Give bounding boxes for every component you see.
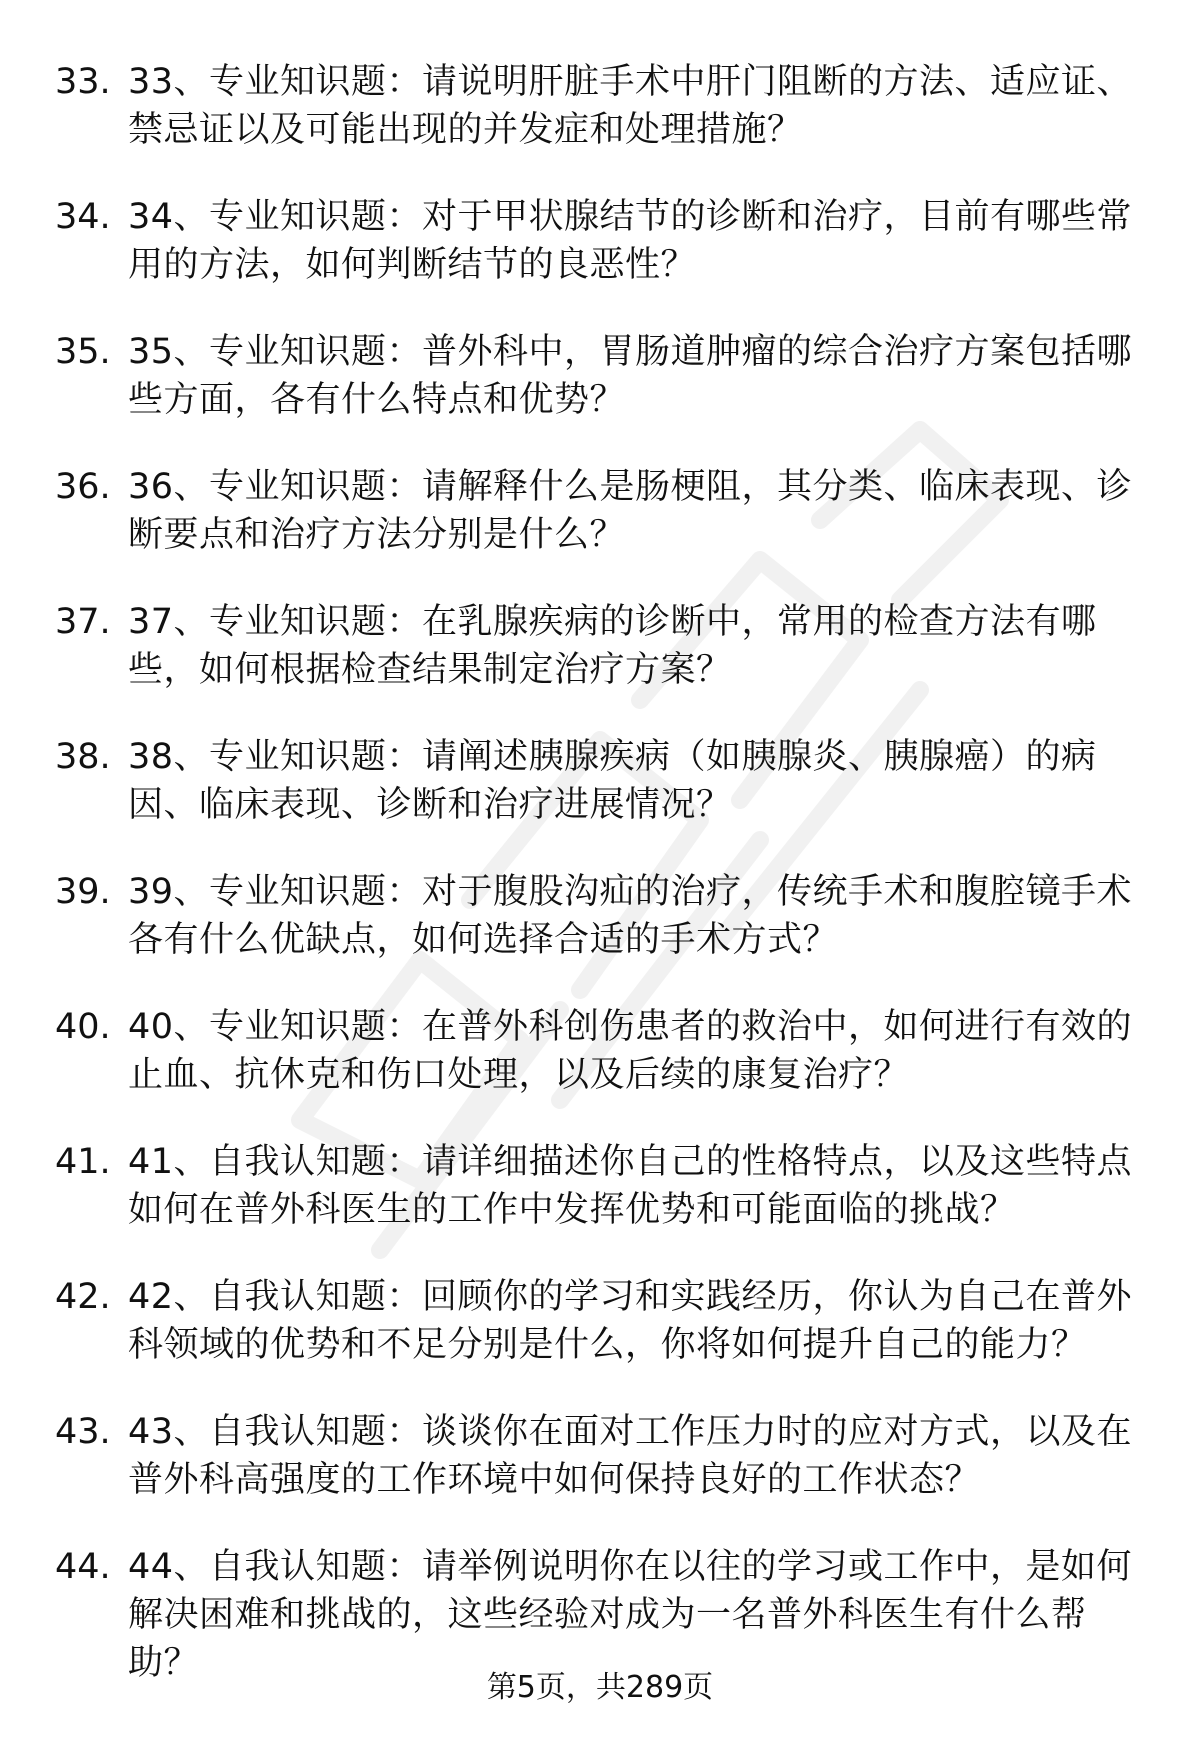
list-item <box>0 598 1200 694</box>
list-item <box>0 58 1200 154</box>
list-item <box>0 1138 1200 1234</box>
list-item <box>0 1408 1200 1504</box>
question-number: 34. <box>55 197 111 237</box>
page-indicator: 第5页，共289页 <box>486 1670 714 1705</box>
question-text: 38、专业知识题：请阐述胰腺疾病（如胰腺炎、胰腺癌）的病因、临床表现、诊断和治疗进展情况？ <box>128 737 1097 825</box>
question-text: 36、专业知识题：请解释什么是肠梗阻，其分类、临床表现、诊断要点和治疗方法分别是什么？ <box>128 467 1133 555</box>
list-item <box>0 1273 1200 1369</box>
question-number: 43. <box>55 1412 111 1452</box>
question-number: 39. <box>55 872 111 912</box>
list-item <box>0 193 1200 289</box>
list-item <box>0 868 1200 964</box>
question-text: 40、专业知识题：在普外科创伤患者的救治中，如何进行有效的止血、抗休克和伤口处理，以及后续的康复治疗？ <box>128 1007 1133 1095</box>
question-text: 44、自我认知题：请举例说明你在以往的学习或工作中，是如何解决困难和挑战的，这些经验对成为一名普外科医生有什么帮助？ <box>128 1547 1133 1683</box>
question-text: 39、专业知识题：对于腹股沟疝的治疗，传统手术和腹腔镜手术各有什么优缺点，如何选择合适的手术方式？ <box>128 872 1133 960</box>
list-item <box>0 733 1200 829</box>
list-item <box>0 1003 1200 1099</box>
question-text: 33、专业知识题：请说明肝脏手术中肝门阻断的方法、适应证、禁忌证以及可能出现的并发症和处理措施？ <box>128 62 1133 150</box>
question-text: 43、自我认知题：谈谈你在面对工作压力时的应对方式，以及在普外科高强度的工作环境中如何保持良好的工作状态？ <box>128 1412 1133 1500</box>
question-number: 37. <box>55 602 111 642</box>
question-number: 40. <box>55 1007 111 1047</box>
question-text: 35、专业知识题：普外科中，胃肠道肿瘤的综合治疗方案包括哪些方面，各有什么特点和优势？ <box>128 332 1133 420</box>
question-number: 35. <box>55 332 111 372</box>
question-number: 36. <box>55 467 111 507</box>
list-item <box>0 463 1200 559</box>
question-number: 41. <box>55 1142 111 1182</box>
question-text: 41、自我认知题：请详细描述你自己的性格特点，以及这些特点如何在普外科医生的工作中发挥优势和可能面临的挑战？ <box>128 1142 1133 1230</box>
question-number: 44. <box>55 1547 111 1587</box>
question-number: 33. <box>55 62 111 102</box>
question-list <box>0 58 1200 1726</box>
question-text: 42、自我认知题：回顾你的学习和实践经历，你认为自己在普外科领域的优势和不足分别是什么，你将如何提升自己的能力？ <box>128 1277 1133 1365</box>
question-text: 34、专业知识题：对于甲状腺结节的诊断和治疗，目前有哪些常用的方法，如何判断结节的良恶性？ <box>128 197 1133 285</box>
question-number: 42. <box>55 1277 111 1317</box>
question-text: 37、专业知识题：在乳腺疾病的诊断中，常用的检查方法有哪些，如何根据检查结果制定治疗方案？ <box>128 602 1097 690</box>
list-item <box>0 328 1200 424</box>
list-item <box>0 1543 1200 1687</box>
question-number: 38. <box>55 737 111 777</box>
